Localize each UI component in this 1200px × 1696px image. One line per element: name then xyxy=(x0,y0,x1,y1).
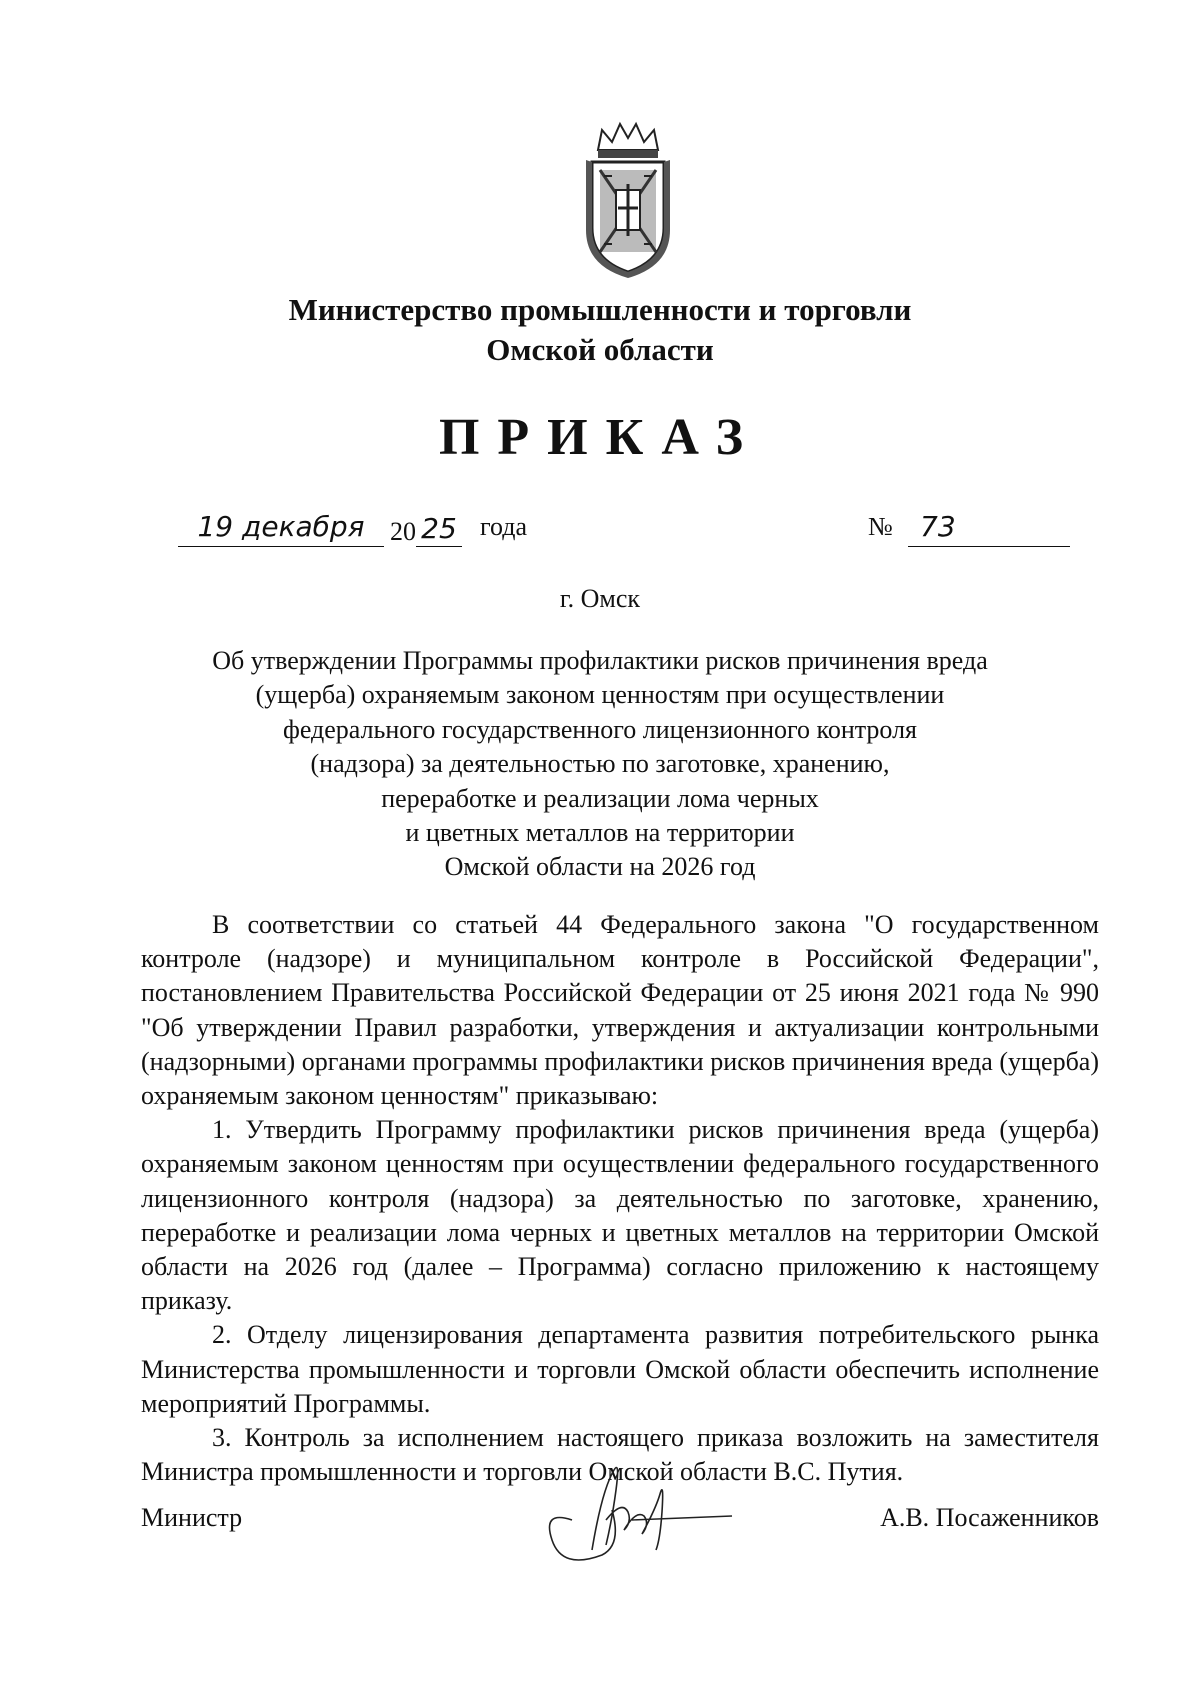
subject-line: Об утверждении Программы профилактики рисков причинения вреда xyxy=(212,646,988,675)
order-subject xyxy=(160,644,1040,885)
organization-line-1: Министерство промышленности и торговли xyxy=(288,292,912,327)
signatory-role: Министр xyxy=(141,1503,243,1532)
organization-line-2: Омской области xyxy=(486,332,714,367)
order-number: 73 xyxy=(908,510,1070,547)
subject-line: (ущерба) охраняемым законом ценностям при осуществлении xyxy=(255,680,945,710)
signatory-name: А.В. Посаженников xyxy=(880,1503,1099,1532)
subject-line: Омской области на 2026 год xyxy=(444,852,756,882)
subject-line: федерального государственного лицензионного контроля xyxy=(282,714,918,744)
date-number-row xyxy=(178,510,1058,554)
preamble-paragraph: В соответствии со статьей 44 Федерального закона "О государственном контроле (надзоре) и муниципальном контроле в Российской Федерации", постановлением Правительства Российской Федерации от 25 июня 2021 года № 990 "Об утверждении Правил разработки, утверждения и актуализации контрольными (надзорными) органами программы профилактики рисков причинения вреда (ущерба) охраняемым законом ценностям" приказываю: xyxy=(141,910,1099,1111)
organization-name xyxy=(0,290,1200,370)
clause-paragraph: 3. Контроль за исполнением настоящего приказа возложить на заместителя Министра промышленности и торговли Омской области В.С. Путия. xyxy=(141,1423,1099,1487)
city: г. Омск xyxy=(559,584,641,613)
year-word: года xyxy=(480,512,528,541)
number-label: № xyxy=(868,512,893,541)
document-type-title: ПРИКАЗ xyxy=(438,409,762,466)
order-year xyxy=(390,512,462,547)
subject-line: переработке и реализации лома черных xyxy=(381,783,819,813)
order-date-day-month: 19 декабря xyxy=(178,510,384,547)
omsk-coat-of-arms-icon xyxy=(580,120,676,278)
handwritten-signature-icon xyxy=(532,1450,742,1575)
order-body xyxy=(141,908,1099,1489)
subject-line: (надзора) за деятельностью по заготовке, хранению, xyxy=(310,749,890,779)
clause-paragraph: 2. Отделу лицензирования департамента развития потребительского рынка Министерства промышленности и торговли Омской области обеспечить исполнение мероприятий Программы. xyxy=(141,1320,1099,1418)
subject-line: и цветных металлов на территории xyxy=(405,818,795,848)
year-prefix: 20 xyxy=(390,517,416,546)
year-suffix: 25 xyxy=(416,512,462,547)
clause-paragraph: 1. Утвердить Программу профилактики рисков причинения вреда (ущерба) охраняемым законом ценностям при осуществлении федерального государственного лицензионного контроля (надзора) за деятельностью по заготовке, хранению, переработке и реализации лома черных и цветных металлов на территории Омской области на 2026 год (далее – Программа) согласно приложению к настоящему приказу. xyxy=(141,1115,1099,1316)
